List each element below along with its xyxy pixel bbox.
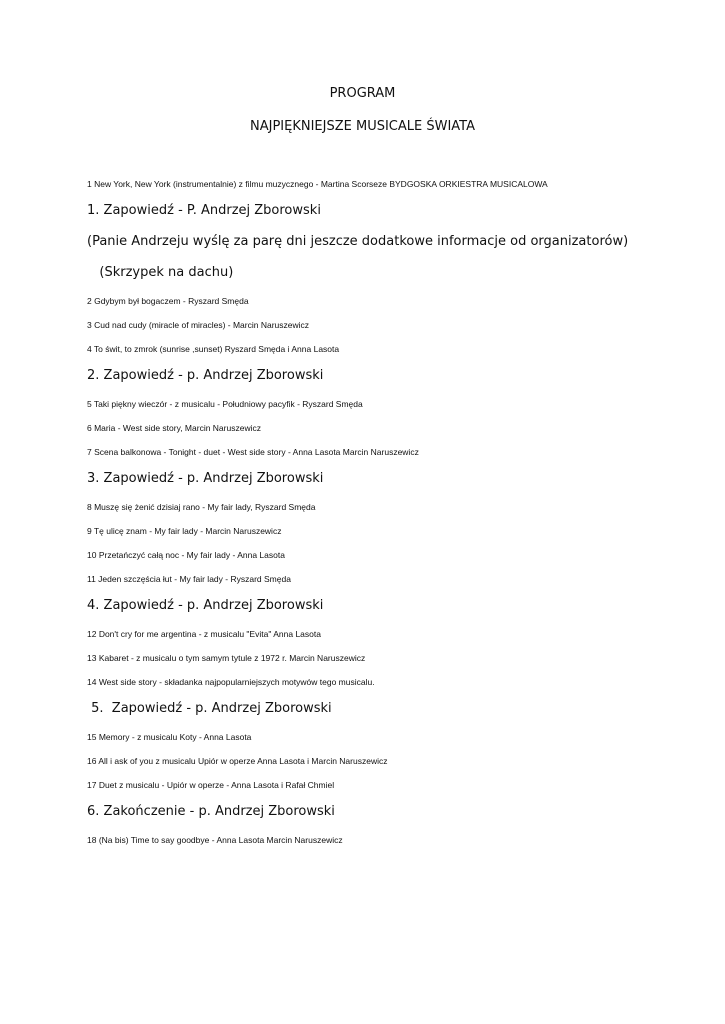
section-heading: 3. Zapowiedź - p. Andrzej Zborowski xyxy=(87,471,324,486)
musical-subheading: (Skrzypek na dachu) xyxy=(87,265,234,280)
program-item: 2 Gdybym był bogaczem - Ryszard Smęda xyxy=(87,296,249,306)
section-heading: 5. Zapowiedź - p. Andrzej Zborowski xyxy=(87,701,332,716)
program-item: 7 Scena balkonowa - Tonight - duet - West side story - Anna Lasota Marcin Naruszewicz xyxy=(87,447,419,457)
program-item: 17 Duet z musicalu - Upiór w operze - Anna Lasota i Rafał Chmiel xyxy=(87,780,335,790)
page-subtitle: NAJPIĘKNIEJSZE MUSICALE ŚWIATA xyxy=(250,119,475,134)
program-item: 9 Tę ulicę znam - My fair lady - Marcin Naruszewicz xyxy=(87,526,282,536)
section-heading: 4. Zapowiedź - p. Andrzej Zborowski xyxy=(87,598,324,613)
program-item: 11 Jeden szczęścia łut - My fair lady - Ryszard Smęda xyxy=(87,574,291,584)
program-item: 18 (Na bis) Time to say goodbye - Anna Lasota Marcin Naruszewicz xyxy=(87,835,343,845)
section-heading: 1. Zapowiedź - P. Andrzej Zborowski xyxy=(87,203,321,218)
organizer-note: (Panie Andrzeju wyślę za parę dni jeszcze dodatkowe informacje od organizatorów) xyxy=(87,234,629,249)
page-title: PROGRAM xyxy=(329,86,396,101)
program-item: 10 Przetańczyć całą noc - My fair lady - Anna Lasota xyxy=(87,550,285,560)
program-item: 14 West side story - składanka najpopularniejszych motywów tego musicalu. xyxy=(87,677,375,687)
program-item: 1 New York, New York (instrumentalnie) z filmu muzycznego - Martina Scorseze BYDGOSKA ORKIESTRA MUSICALOWA xyxy=(87,179,548,189)
program-item: 3 Cud nad cudy (miracle of miracles) - Marcin Naruszewicz xyxy=(87,320,310,330)
program-item: 4 To świt, to zmrok (sunrise ,sunset) Ryszard Smęda i Anna Lasota xyxy=(87,344,340,354)
program-item: 5 Taki piękny wieczór - z musicalu - Południowy pacyfik - Ryszard Smęda xyxy=(87,399,363,409)
program-item: 15 Memory - z musicalu Koty - Anna Lasota xyxy=(87,732,252,742)
program-item: 6 Maria - West side story, Marcin Naruszewicz xyxy=(87,423,261,433)
program-item: 16 All i ask of you z musicalu Upiór w operze Anna Lasota i Marcin Naruszewicz xyxy=(87,756,388,766)
program-item: 8 Muszę się żenić dzisiaj rano - My fair lady, Ryszard Smęda xyxy=(87,502,316,512)
program-item: 13 Kabaret - z musicalu o tym samym tytule z 1972 r. Marcin Naruszewicz xyxy=(87,653,366,663)
section-heading: 6. Zakończenie - p. Andrzej Zborowski xyxy=(87,804,335,819)
section-heading: 2. Zapowiedź - p. Andrzej Zborowski xyxy=(87,368,324,383)
program-item: 12 Don't cry for me argentina - z musicalu "Evita" Anna Lasota xyxy=(87,629,321,639)
